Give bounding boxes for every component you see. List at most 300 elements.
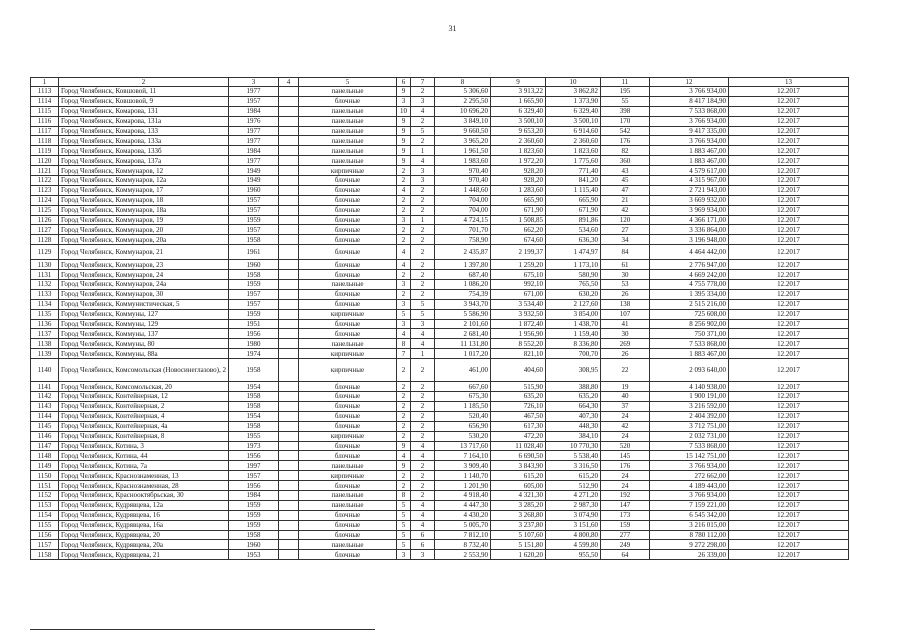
- blank-col-cell: [279, 401, 299, 411]
- wall-material-cell: блочные: [299, 401, 397, 411]
- floors-cell: 2: [397, 176, 411, 186]
- living-area-cell: 6 329,40: [491, 106, 546, 116]
- repair-date-cell: 12.2017: [729, 309, 849, 319]
- blank-col-cell: [279, 349, 299, 359]
- total-area-cell: 530,20: [435, 431, 491, 441]
- floors-cell: 2: [397, 359, 411, 382]
- residents-cell: 147: [601, 500, 650, 510]
- column-number: 7: [411, 78, 435, 87]
- residential-area-cell: 3 854,00: [546, 309, 601, 319]
- row-number-cell: 1120: [31, 156, 59, 166]
- wall-material-cell: блочные: [299, 392, 397, 402]
- repair-date-cell: 12.2017: [729, 195, 849, 205]
- table-row: [31, 235, 849, 245]
- total-area-cell: 9 660,50: [435, 126, 491, 136]
- wall-material-cell: панельные: [299, 106, 397, 116]
- floors-cell: 5: [397, 309, 411, 319]
- wall-material-cell: блочные: [299, 195, 397, 205]
- wall-material-cell: панельные: [299, 500, 397, 510]
- blank-col-cell: [279, 299, 299, 309]
- year-built-cell: 1974: [229, 349, 279, 359]
- blank-col-cell: [279, 215, 299, 225]
- repair-date-cell: 12.2017: [729, 106, 849, 116]
- year-built-cell: 1973: [229, 441, 279, 451]
- residential-area-cell: 4 271,20: [546, 490, 601, 500]
- year-built-cell: 1958: [229, 270, 279, 280]
- total-area-cell: 1 397,80: [435, 260, 491, 270]
- living-area-cell: 675,10: [491, 270, 546, 280]
- column-number: 8: [435, 78, 491, 87]
- table-row: [31, 411, 849, 421]
- year-built-cell: 1960: [229, 185, 279, 195]
- living-area-cell: 605,00: [491, 481, 546, 491]
- residential-area-cell: 1 474,97: [546, 245, 601, 260]
- table-row: [31, 349, 849, 359]
- repair-cost-cell: 2 515 216,00: [650, 299, 729, 309]
- wall-material-cell: панельные: [299, 280, 397, 290]
- living-area-cell: 3 237,80: [491, 520, 546, 530]
- residents-cell: 43: [601, 166, 650, 176]
- column-number: 5: [299, 78, 397, 87]
- floors-cell: 7: [397, 349, 411, 359]
- total-area-cell: 754,39: [435, 289, 491, 299]
- living-area-cell: 1 283,60: [491, 185, 546, 195]
- blank-col-cell: [279, 339, 299, 349]
- total-area-cell: 1 201,90: [435, 481, 491, 491]
- table-row: [31, 471, 849, 481]
- row-number-cell: 1124: [31, 195, 59, 205]
- address-cell: Город Челябинск, Котина, 3: [59, 441, 229, 451]
- table-row: [31, 299, 849, 309]
- floors-cell: 9: [397, 461, 411, 471]
- residents-cell: 277: [601, 530, 650, 540]
- address-cell: Город Челябинск, Комсомольская, 20: [59, 382, 229, 392]
- wall-material-cell: блочные: [299, 411, 397, 421]
- address-cell: Город Челябинск, Контейнерная, 4а: [59, 421, 229, 431]
- residents-cell: 37: [601, 401, 650, 411]
- entrances-cell: 5: [411, 299, 435, 309]
- living-area-cell: 617,30: [491, 421, 546, 431]
- address-cell: Город Челябинск, Контейнерная, 12: [59, 392, 229, 402]
- residential-area-cell: 6 914,60: [546, 126, 601, 136]
- total-area-cell: 656,90: [435, 421, 491, 431]
- floors-cell: 2: [397, 289, 411, 299]
- floors-cell: 2: [397, 382, 411, 392]
- residential-area-cell: 636,30: [546, 235, 601, 245]
- blank-col-cell: [279, 116, 299, 126]
- blank-col-cell: [279, 382, 299, 392]
- repair-date-cell: 12.2017: [729, 382, 849, 392]
- year-built-cell: 1951: [229, 319, 279, 329]
- wall-material-cell: панельные: [299, 136, 397, 146]
- row-number-cell: 1138: [31, 339, 59, 349]
- column-number: 9: [491, 78, 546, 87]
- year-built-cell: 1953: [229, 550, 279, 560]
- footer-rule: [30, 629, 375, 630]
- residents-cell: 24: [601, 431, 650, 441]
- repair-date-cell: 12.2017: [729, 156, 849, 166]
- blank-col-cell: [279, 136, 299, 146]
- table-row: [31, 245, 849, 260]
- wall-material-cell: блочные: [299, 382, 397, 392]
- total-area-cell: 11 131,80: [435, 339, 491, 349]
- total-area-cell: 2 681,40: [435, 329, 491, 339]
- table-row: [31, 185, 849, 195]
- residential-area-cell: 665,90: [546, 195, 601, 205]
- wall-material-cell: блочные: [299, 530, 397, 540]
- year-built-cell: 1958: [229, 530, 279, 540]
- blank-col-cell: [279, 235, 299, 245]
- entrances-cell: 2: [411, 392, 435, 402]
- wall-material-cell: панельные: [299, 126, 397, 136]
- year-built-cell: 1984: [229, 106, 279, 116]
- row-number-cell: 1150: [31, 471, 59, 481]
- residents-cell: 24: [601, 411, 650, 421]
- address-cell: Город Челябинск, Кудрявцева, 16а: [59, 520, 229, 530]
- living-area-cell: 5 151,80: [491, 540, 546, 550]
- repair-date-cell: 12.2017: [729, 441, 849, 451]
- total-area-cell: 10 696,20: [435, 106, 491, 116]
- residential-area-cell: 4 800,80: [546, 530, 601, 540]
- residential-area-cell: 10 770,30: [546, 441, 601, 451]
- residents-cell: 24: [601, 481, 650, 491]
- residential-area-cell: 891,86: [546, 215, 601, 225]
- entrances-cell: 2: [411, 245, 435, 260]
- entrances-cell: 2: [411, 471, 435, 481]
- row-number-cell: 1130: [31, 260, 59, 270]
- living-area-cell: 1 259,20: [491, 260, 546, 270]
- repair-cost-cell: 8 256 902,00: [650, 319, 729, 329]
- residential-area-cell: 700,70: [546, 349, 601, 359]
- address-cell: Город Челябинск, Кудрявцева, 21: [59, 550, 229, 560]
- floors-cell: 8: [397, 490, 411, 500]
- address-cell: Город Челябинск, Краснознаменная, 28: [59, 481, 229, 491]
- living-area-cell: 404,60: [491, 359, 546, 382]
- entrances-cell: 4: [411, 500, 435, 510]
- address-cell: Город Челябинск, Ковшовой, 11: [59, 87, 229, 97]
- blank-col-cell: [279, 96, 299, 106]
- floors-cell: 5: [397, 520, 411, 530]
- entrances-cell: 4: [411, 451, 435, 461]
- residents-cell: 40: [601, 392, 650, 402]
- entrances-cell: 2: [411, 195, 435, 205]
- table-row: [31, 329, 849, 339]
- floors-cell: 3: [397, 319, 411, 329]
- living-area-cell: 1 972,20: [491, 156, 546, 166]
- wall-material-cell: блочные: [299, 299, 397, 309]
- repair-date-cell: 12.2017: [729, 245, 849, 260]
- wall-material-cell: кирпичные: [299, 349, 397, 359]
- residents-cell: 173: [601, 510, 650, 520]
- entrances-cell: 2: [411, 270, 435, 280]
- wall-material-cell: кирпичные: [299, 471, 397, 481]
- residents-cell: 34: [601, 235, 650, 245]
- year-built-cell: 1984: [229, 146, 279, 156]
- repair-cost-cell: 9 272 298,00: [650, 540, 729, 550]
- row-number-cell: 1152: [31, 490, 59, 500]
- repair-date-cell: 12.2017: [729, 270, 849, 280]
- floors-cell: 4: [397, 260, 411, 270]
- address-cell: Город Челябинск, Коммуны, 80: [59, 339, 229, 349]
- table-row: [31, 289, 849, 299]
- repair-date-cell: 12.2017: [729, 490, 849, 500]
- residential-area-cell: 635,20: [546, 392, 601, 402]
- blank-col-cell: [279, 289, 299, 299]
- row-number-cell: 1147: [31, 441, 59, 451]
- total-area-cell: 4 430,20: [435, 510, 491, 520]
- table-row: [31, 96, 849, 106]
- year-built-cell: 1959: [229, 510, 279, 520]
- repair-cost-cell: 1 883 467,00: [650, 146, 729, 156]
- repair-date-cell: 12.2017: [729, 215, 849, 225]
- floors-cell: 3: [397, 550, 411, 560]
- repair-cost-cell: 3 669 932,00: [650, 195, 729, 205]
- residents-cell: 64: [601, 550, 650, 560]
- repair-cost-cell: 3 766 934,00: [650, 490, 729, 500]
- table-row: [31, 392, 849, 402]
- total-area-cell: 701,70: [435, 225, 491, 235]
- row-number-cell: 1116: [31, 116, 59, 126]
- row-number-cell: 1113: [31, 87, 59, 97]
- repair-date-cell: 12.2017: [729, 471, 849, 481]
- residential-area-cell: 3 074,90: [546, 510, 601, 520]
- residents-cell: 53: [601, 280, 650, 290]
- residential-area-cell: 388,80: [546, 382, 601, 392]
- residential-area-cell: 1 373,90: [546, 96, 601, 106]
- row-number-cell: 1157: [31, 540, 59, 550]
- residential-area-cell: 6 329,40: [546, 106, 601, 116]
- year-built-cell: 1961: [229, 245, 279, 260]
- repair-cost-cell: 6 545 342,00: [650, 510, 729, 520]
- table-row: [31, 319, 849, 329]
- entrances-cell: 2: [411, 289, 435, 299]
- total-area-cell: 2 435,87: [435, 245, 491, 260]
- address-cell: Город Челябинск, Коммунаров, 20: [59, 225, 229, 235]
- entrances-cell: 5: [411, 309, 435, 319]
- table-row: [31, 87, 849, 97]
- repair-cost-cell: 7 533 868,00: [650, 441, 729, 451]
- floors-cell: 9: [397, 87, 411, 97]
- year-built-cell: 1976: [229, 116, 279, 126]
- residential-area-cell: 512,90: [546, 481, 601, 491]
- wall-material-cell: блочные: [299, 289, 397, 299]
- repair-date-cell: 12.2017: [729, 289, 849, 299]
- address-cell: Город Челябинск, Коммунистическая, 5: [59, 299, 229, 309]
- residential-area-cell: 308,95: [546, 359, 601, 382]
- residents-cell: 27: [601, 225, 650, 235]
- blank-col-cell: [279, 421, 299, 431]
- year-built-cell: 1980: [229, 339, 279, 349]
- residents-cell: 26: [601, 349, 650, 359]
- housing-register-table: [30, 77, 849, 560]
- floors-cell: 10: [397, 106, 411, 116]
- row-number-cell: 1148: [31, 451, 59, 461]
- total-area-cell: 461,00: [435, 359, 491, 382]
- year-built-cell: 1960: [229, 540, 279, 550]
- floors-cell: 3: [397, 280, 411, 290]
- living-area-cell: 615,20: [491, 471, 546, 481]
- living-area-cell: 9 653,20: [491, 126, 546, 136]
- entrances-cell: 6: [411, 540, 435, 550]
- year-built-cell: 1957: [229, 225, 279, 235]
- floors-cell: 2: [397, 421, 411, 431]
- total-area-cell: 4 724,15: [435, 215, 491, 225]
- floors-cell: 2: [397, 166, 411, 176]
- living-area-cell: 662,20: [491, 225, 546, 235]
- address-cell: Город Челябинск, Коммуны, 127: [59, 309, 229, 319]
- entrances-cell: 2: [411, 481, 435, 491]
- residential-area-cell: 3 151,60: [546, 520, 601, 530]
- repair-cost-cell: 3 766 934,00: [650, 116, 729, 126]
- column-number: 4: [279, 78, 299, 87]
- floors-cell: 2: [397, 481, 411, 491]
- repair-date-cell: 12.2017: [729, 550, 849, 560]
- table-row: [31, 461, 849, 471]
- table-row: [31, 195, 849, 205]
- blank-col-cell: [279, 126, 299, 136]
- living-area-cell: 1 823,60: [491, 146, 546, 156]
- address-cell: Город Челябинск, Коммуны, 88а: [59, 349, 229, 359]
- repair-cost-cell: 272 662,00: [650, 471, 729, 481]
- repair-cost-cell: 7 533 868,00: [650, 339, 729, 349]
- floors-cell: 5: [397, 510, 411, 520]
- blank-col-cell: [279, 471, 299, 481]
- residents-cell: 61: [601, 260, 650, 270]
- repair-date-cell: 12.2017: [729, 185, 849, 195]
- repair-cost-cell: 3 969 934,00: [650, 205, 729, 215]
- year-built-cell: 1958: [229, 359, 279, 382]
- wall-material-cell: блочные: [299, 550, 397, 560]
- row-number-cell: 1136: [31, 319, 59, 329]
- table-row: [31, 500, 849, 510]
- repair-cost-cell: 8 780 112,00: [650, 530, 729, 540]
- total-area-cell: 1 185,50: [435, 401, 491, 411]
- address-cell: Город Челябинск, Коммунаров, 19: [59, 215, 229, 225]
- repair-date-cell: 12.2017: [729, 319, 849, 329]
- row-number-cell: 1151: [31, 481, 59, 491]
- repair-cost-cell: 1 883 467,00: [650, 349, 729, 359]
- page-number: 31: [448, 24, 457, 33]
- table-row: [31, 530, 849, 540]
- year-built-cell: 1957: [229, 96, 279, 106]
- entrances-cell: 4: [411, 339, 435, 349]
- residents-cell: 398: [601, 106, 650, 116]
- entrances-cell: 2: [411, 382, 435, 392]
- total-area-cell: 3 909,40: [435, 461, 491, 471]
- address-cell: Город Челябинск, Кудрявцева, 20а: [59, 540, 229, 550]
- address-cell: Город Челябинск, Коммунаров, 24а: [59, 280, 229, 290]
- address-cell: Город Челябинск, Кудрявцева, 12а: [59, 500, 229, 510]
- repair-cost-cell: 4 579 617,00: [650, 166, 729, 176]
- living-area-cell: 2 199,37: [491, 245, 546, 260]
- blank-col-cell: [279, 87, 299, 97]
- table-row: [31, 382, 849, 392]
- table-row: [31, 205, 849, 215]
- entrances-cell: 2: [411, 461, 435, 471]
- residential-area-cell: 448,30: [546, 421, 601, 431]
- floors-cell: 4: [397, 451, 411, 461]
- repair-cost-cell: 9 417 335,00: [650, 126, 729, 136]
- living-area-cell: 467,50: [491, 411, 546, 421]
- living-area-cell: 4 321,30: [491, 490, 546, 500]
- total-area-cell: 2 295,50: [435, 96, 491, 106]
- living-area-cell: 635,20: [491, 392, 546, 402]
- table-row: [31, 441, 849, 451]
- wall-material-cell: панельные: [299, 461, 397, 471]
- entrances-cell: 2: [411, 185, 435, 195]
- repair-date-cell: 12.2017: [729, 451, 849, 461]
- address-cell: Город Челябинск, Комарова, 131: [59, 106, 229, 116]
- repair-cost-cell: 1 395 334,00: [650, 289, 729, 299]
- row-number-cell: 1125: [31, 205, 59, 215]
- residents-cell: 138: [601, 299, 650, 309]
- living-area-cell: 726,10: [491, 401, 546, 411]
- address-cell: Город Челябинск, Коммунаров, 21: [59, 245, 229, 260]
- living-area-cell: 1 620,20: [491, 550, 546, 560]
- floors-cell: 9: [397, 146, 411, 156]
- total-area-cell: 970,40: [435, 166, 491, 176]
- table-row: [31, 146, 849, 156]
- address-cell: Город Челябинск, Контейнерная, 4: [59, 411, 229, 421]
- repair-date-cell: 12.2017: [729, 205, 849, 215]
- floors-cell: 9: [397, 441, 411, 451]
- floors-cell: 3: [397, 215, 411, 225]
- living-area-cell: 821,10: [491, 349, 546, 359]
- blank-col-cell: [279, 481, 299, 491]
- living-area-cell: 3 268,80: [491, 510, 546, 520]
- living-area-cell: 671,90: [491, 205, 546, 215]
- residents-cell: 82: [601, 146, 650, 156]
- table-row: [31, 550, 849, 560]
- blank-col-cell: [279, 490, 299, 500]
- entrances-cell: 2: [411, 235, 435, 245]
- total-area-cell: 1 961,50: [435, 146, 491, 156]
- floors-cell: 2: [397, 411, 411, 421]
- repair-cost-cell: 7 159 221,00: [650, 500, 729, 510]
- row-number-cell: 1146: [31, 431, 59, 441]
- residential-area-cell: 384,10: [546, 431, 601, 441]
- entrances-cell: 2: [411, 411, 435, 421]
- column-number: 13: [729, 78, 849, 87]
- residential-area-cell: 1 159,40: [546, 329, 601, 339]
- residential-area-cell: 771,40: [546, 166, 601, 176]
- entrances-cell: 2: [411, 280, 435, 290]
- year-built-cell: 1954: [229, 382, 279, 392]
- repair-cost-cell: 8 417 184,90: [650, 96, 729, 106]
- wall-material-cell: панельные: [299, 540, 397, 550]
- entrances-cell: 2: [411, 87, 435, 97]
- residents-cell: 145: [601, 451, 650, 461]
- total-area-cell: 5 005,70: [435, 520, 491, 530]
- repair-date-cell: 12.2017: [729, 431, 849, 441]
- blank-col-cell: [279, 166, 299, 176]
- year-built-cell: 1958: [229, 392, 279, 402]
- row-number-cell: 1153: [31, 500, 59, 510]
- residents-cell: 192: [601, 490, 650, 500]
- living-area-cell: 515,90: [491, 382, 546, 392]
- address-cell: Город Челябинск, Коммунаров, 20а: [59, 235, 229, 245]
- repair-cost-cell: 26 339,00: [650, 550, 729, 560]
- blank-col-cell: [279, 500, 299, 510]
- floors-cell: 4: [397, 245, 411, 260]
- table-row: [31, 490, 849, 500]
- row-number-cell: 1137: [31, 329, 59, 339]
- living-area-cell: 992,10: [491, 280, 546, 290]
- blank-col-cell: [279, 309, 299, 319]
- row-number-cell: 1140: [31, 359, 59, 382]
- address-cell: Город Челябинск, Краснознаменная, 13: [59, 471, 229, 481]
- residential-area-cell: 1 775,60: [546, 156, 601, 166]
